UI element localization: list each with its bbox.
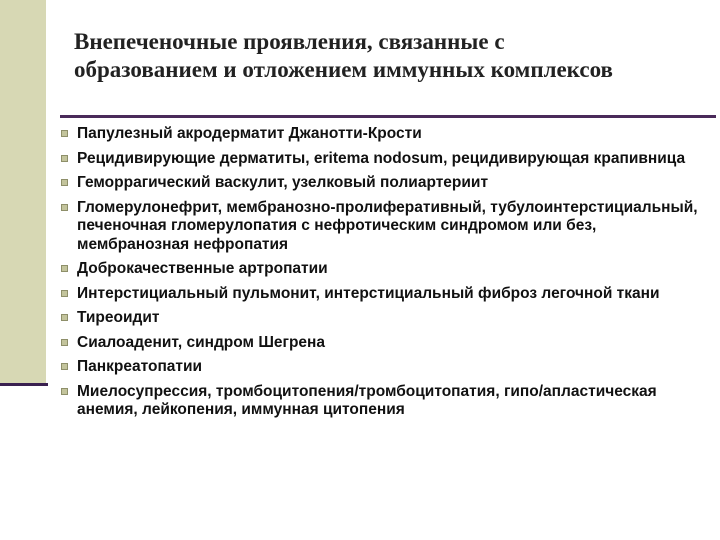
list-item-text: Рецидивирующие дерматиты, eritema nodosum, рецидивирующая крапивница bbox=[77, 149, 686, 167]
list-item bbox=[60, 260, 710, 279]
list-item bbox=[60, 150, 710, 169]
list-item-text: Геморрагический васкулит, узелковый полиартериит bbox=[77, 174, 489, 191]
list-item-text: Тиреоидит bbox=[77, 309, 160, 326]
square-bullet-icon bbox=[61, 130, 68, 137]
slide-title: Внепеченочные проявления, связанные с образованием и отложением иммунных комплексов bbox=[74, 29, 613, 82]
bullet-list bbox=[60, 125, 710, 426]
title-divider bbox=[60, 115, 716, 118]
side-accent-bar bbox=[0, 0, 46, 383]
list-item-text: Интерстициальный пульмонит, интерстициальный фиброз легочной ткани bbox=[77, 284, 660, 302]
list-item bbox=[60, 174, 710, 193]
list-item-text: Гломерулонефрит, мембранозно-пролиферативный, тубулоинтерстициальный, печеночная гломерулопатия с нефротическим синдромом или без, мембранозная нефропатия bbox=[77, 198, 698, 253]
list-item bbox=[60, 285, 710, 304]
side-accent-line bbox=[0, 383, 48, 386]
list-item bbox=[60, 125, 710, 144]
list-item bbox=[60, 334, 710, 353]
list-item bbox=[60, 358, 710, 377]
list-item-text: Папулезный акродерматит Джанотти-Крости bbox=[77, 125, 422, 142]
square-bullet-icon bbox=[61, 179, 68, 186]
square-bullet-icon bbox=[61, 204, 68, 211]
square-bullet-icon bbox=[61, 155, 68, 162]
square-bullet-icon bbox=[61, 290, 68, 297]
square-bullet-icon bbox=[61, 265, 68, 272]
square-bullet-icon bbox=[61, 363, 68, 370]
square-bullet-icon bbox=[61, 388, 68, 395]
square-bullet-icon bbox=[61, 339, 68, 346]
list-item bbox=[60, 199, 710, 255]
list-item-text: Сиалоаденит, синдром Шегрена bbox=[77, 333, 326, 351]
list-item-text: Доброкачественные артропатии bbox=[77, 260, 328, 277]
list-item bbox=[60, 383, 710, 420]
list-item-text: Панкреатопатии bbox=[77, 358, 203, 375]
square-bullet-icon bbox=[61, 314, 68, 321]
list-item bbox=[60, 309, 710, 328]
list-item-text: Миелосупрессия, тромбоцитопения/тромбоцитопатия, гипо/апластическая анемия, лейкопения, иммунная цитопения bbox=[77, 382, 657, 418]
